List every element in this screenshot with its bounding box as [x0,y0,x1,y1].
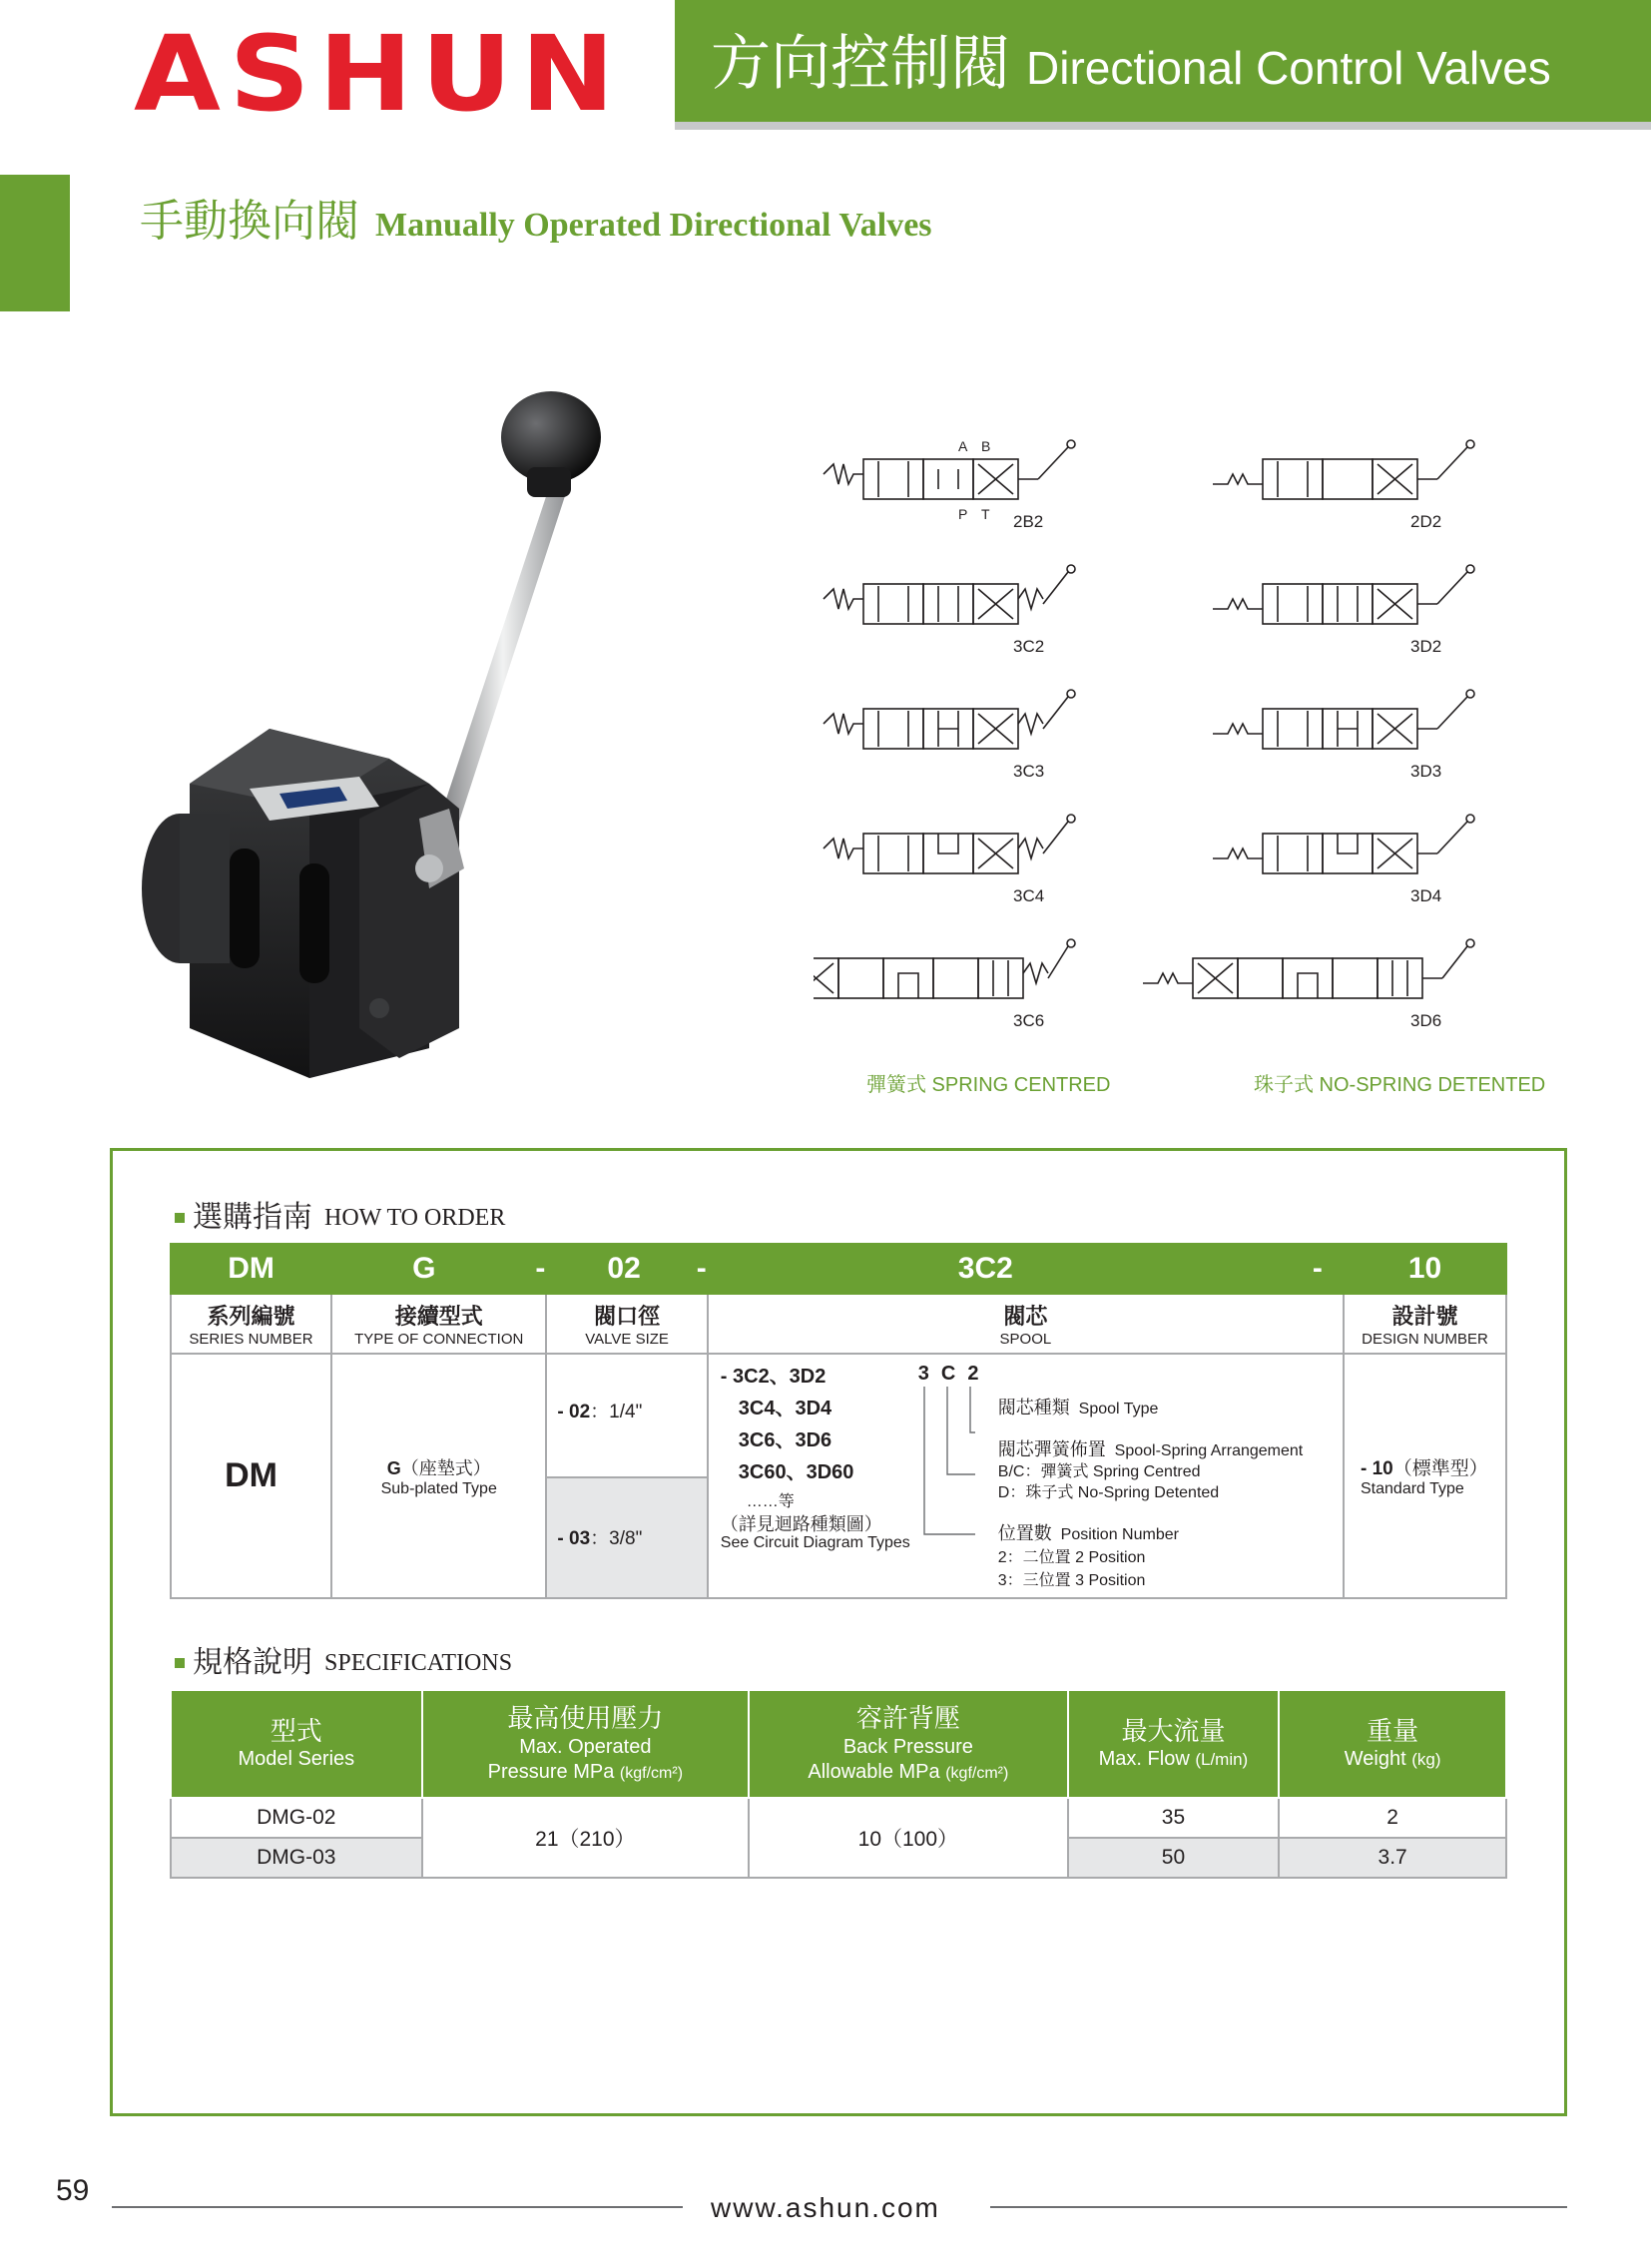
col-spool-zh: 閥芯 [1003,1304,1048,1329]
caption-spring-centred: 彈簧式 SPRING CENTRED [866,1074,1111,1096]
specs-col-weight-en: Weight [1344,1748,1406,1771]
specs-col-back-pressure [749,1690,1068,1798]
footer-rule-right [990,2206,1567,2208]
code-dash-2: - [696,1252,707,1285]
code-3d2: 3D2 [1410,637,1442,656]
port-b-label: B [981,438,991,454]
design-code: - 10 [1361,1458,1393,1479]
symbol-3d6 [1143,939,1474,998]
specs-col-weight-zh: 重量 [1367,1715,1419,1746]
spool-char: 3 [917,1363,941,1385]
col-series [171,1294,331,1354]
spool-cell [708,1354,1344,1598]
spool-code-chars [918,1363,991,1386]
spool-char: C [940,1363,968,1385]
size-option-02 [547,1355,706,1476]
spool-type-en: Spool Type [1078,1401,1159,1418]
connection-code: G [386,1457,401,1478]
symbol-2b2 [824,440,1075,499]
code-series: DM [171,1244,331,1294]
code-2d2: 2D2 [1410,512,1442,531]
how-to-order-table [170,1243,1507,1599]
section-title [140,197,932,246]
valve-product-image [130,389,629,1078]
specifications-en: SPECIFICATIONS [324,1650,513,1676]
bullet-icon [175,1658,185,1668]
back-pressure-cell: 10（100） [749,1798,1068,1878]
order-body-row [171,1354,1506,1598]
symbol-3c4 [824,815,1075,873]
specs-col-model-zh: 型式 [270,1715,322,1746]
header-title [711,30,1551,97]
arrangement-zh: 閥芯彈簧佈置 [997,1439,1106,1459]
caption-no-spring-detented: 珠子式 NO-SPRING DETENTED [1254,1074,1546,1096]
specs-col-back-pressure-unit: (kgf/cm²) [945,1764,1009,1782]
specifications-zh: 規格說明 [193,1646,312,1679]
spool-note-en: See Circuit Diagram Types [720,1534,910,1551]
design-cell [1344,1354,1506,1598]
series-value: DM [171,1354,331,1598]
col-design-en: DESIGN NUMBER [1362,1331,1488,1348]
model-cell: DMG-03 [171,1838,422,1878]
page-number: 59 [56,2174,90,2207]
specifications-heading [175,1648,512,1678]
specs-col-model-en: Model Series [238,1748,355,1771]
spool-etc: ……等 [746,1493,795,1510]
specs-col-pressure-en1: Max. Operated [519,1735,652,1758]
size-03-code: - 03 [557,1528,591,1549]
col-connection [331,1294,546,1354]
code-spool-cell [708,1244,1344,1294]
symbol-3d4 [1213,815,1474,873]
size-option-03 [547,1476,706,1597]
how-to-order-zh: 選購指南 [193,1201,312,1234]
order-code-bar [171,1244,1506,1294]
specs-header-row [171,1690,1506,1798]
spool-note-zh: （詳見迴路種類圖） [720,1514,882,1534]
code-spool: 3C2 [957,1252,1013,1285]
specs-col-pressure-unit: (kgf/cm²) [619,1764,684,1782]
specs-col-flow-unit: (L/min) [1195,1750,1249,1770]
arrangement-en: Spool-Spring Arrangement [1114,1442,1304,1459]
specs-col-back-pressure-zh: 容許背壓 [855,1703,960,1734]
model-cell: DMG-02 [171,1798,422,1838]
table-row [171,1798,1506,1838]
code-connection: G [412,1252,436,1285]
spool-type-zh: 閥芯種類 [997,1398,1070,1418]
position-note [998,1520,1179,1593]
position-zh: 位置數 [997,1523,1052,1543]
section-title-en: Manually Operated Directional Valves [375,207,932,244]
symbol-2d2 [1213,440,1474,499]
specs-col-weight-unit: (kg) [1411,1750,1441,1770]
code-size-cell [546,1244,707,1294]
arrangement-d: D：珠子式 No-Spring Detented [997,1483,1220,1501]
header-title-zh: 方向控制閥 [711,30,1010,97]
order-header-row [171,1294,1506,1354]
weight-cell: 2 [1279,1798,1506,1838]
specs-col-model [171,1690,422,1798]
code-3c4: 3C4 [1013,886,1045,905]
size-cell [546,1354,707,1598]
port-t-label: T [981,506,990,522]
spool-code-leader-lines [913,1385,983,1554]
spool-item: 3C4、3D4 [738,1398,832,1419]
design-zh: （標準型） [1392,1458,1488,1479]
code-design: 10 [1344,1244,1506,1294]
port-a-label: A [958,438,968,454]
header-title-en: Directional Control Valves [1026,42,1551,94]
position-3: 3：三位置 3 Position [997,1572,1146,1590]
weight-cell: 3.7 [1279,1838,1506,1878]
code-3d4: 3D4 [1410,886,1442,905]
specs-col-back-pressure-en2: Allowable MPa [808,1760,940,1783]
code-size: 02 [607,1252,641,1285]
size-02-value: ：1/4" [590,1402,643,1422]
bullet-icon [175,1213,185,1223]
spool-item: - 3C2、3D2 [720,1366,826,1388]
col-connection-zh: 接續型式 [394,1304,483,1329]
specs-col-back-pressure-en1: Back Pressure [842,1735,973,1758]
pressure-cell: 21（210） [422,1798,750,1878]
arrangement-note [998,1438,1303,1503]
flow-cell: 50 [1068,1838,1280,1878]
how-to-order-en: HOW TO ORDER [324,1205,506,1231]
spool-item: 3C6、3D6 [738,1429,832,1451]
header-shadow [675,122,1651,130]
code-dash-3: - [1312,1252,1323,1285]
symbol-3c3 [824,690,1075,749]
position-en: Position Number [1060,1526,1179,1543]
specs-col-pressure-en2: Pressure MPa [487,1760,615,1783]
brand-logo: ASHUN [134,13,624,135]
connection-zh: （座墊式） [400,1457,491,1478]
specs-col-pressure-zh: 最高使用壓力 [507,1703,664,1734]
how-to-order-heading [175,1203,505,1233]
footer-website[interactable]: www.ashun.com [711,2192,940,2223]
circuit-symbol-diagrams [814,429,1572,1068]
code-3c2: 3C2 [1013,637,1045,656]
specs-col-pressure [422,1690,750,1798]
port-p-label: P [958,506,968,522]
footer-rule-left [112,2206,683,2208]
specifications-table [170,1689,1507,1879]
connection-cell [331,1354,546,1598]
col-series-en: SERIES NUMBER [189,1331,313,1348]
spool-item: 3C60、3D60 [738,1461,854,1483]
section-title-zh: 手動換向閥 [140,197,359,246]
connection-en: Sub-plated Type [380,1479,497,1497]
code-3d3: 3D3 [1410,762,1442,781]
col-series-zh: 系列編號 [207,1304,295,1329]
arrangement-b: B/C：彈簧式 Spring Centred [997,1462,1201,1480]
spool-char: 2 [967,1363,991,1385]
col-size-en: VALVE SIZE [585,1331,669,1348]
symbol-3c2 [824,565,1075,624]
symbol-3d2 [1213,565,1474,624]
position-2: 2：二位置 2 Position [997,1549,1146,1567]
specs-col-flow-zh: 最大流量 [1121,1715,1226,1746]
col-spool [708,1294,1344,1354]
size-02-code: - 02 [557,1402,591,1422]
spool-type-note [998,1397,1159,1420]
spool-list [721,1361,854,1488]
specs-col-flow [1068,1690,1280,1798]
col-size-zh: 閥口徑 [594,1304,661,1329]
code-connection-cell [331,1244,546,1294]
design-en: Standard Type [1361,1480,1464,1497]
code-3c6: 3C6 [1013,1011,1045,1030]
specs-col-flow-en: Max. Flow [1098,1748,1190,1771]
symbol-3d3 [1213,690,1474,749]
side-tab [0,175,70,311]
code-dash-1: - [535,1252,546,1285]
col-spool-en: SPOOL [999,1331,1052,1348]
symbol-3c6 [814,939,1075,998]
flow-cell: 35 [1068,1798,1280,1838]
code-3c3: 3C3 [1013,762,1045,781]
code-3d6: 3D6 [1410,1011,1442,1030]
size-03-value: ：3/8" [590,1528,643,1549]
col-size [546,1294,707,1354]
col-design [1344,1294,1506,1354]
specs-col-weight [1279,1690,1506,1798]
col-connection-en: TYPE OF CONNECTION [354,1331,524,1348]
code-2b2: 2B2 [1013,512,1044,531]
col-design-zh: 設計號 [1391,1304,1458,1329]
